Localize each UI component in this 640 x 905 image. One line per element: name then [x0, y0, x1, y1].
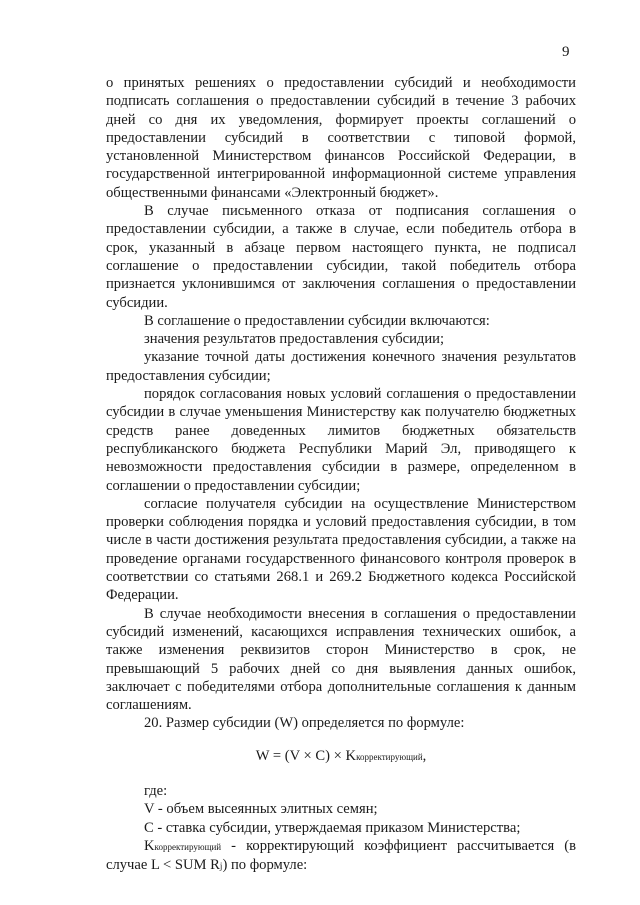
paragraph: В соглашение о предоставлении субсидии включаются:: [144, 312, 490, 329]
paragraph: о принятых решениях о предоставлении субсидий и необходимости подписать соглашения о предоставлении субсидий в течение 3 рабочих дней со дня их уведомления, формирует проекты соглашений о предоставлении субсидий в соответствии с типовой формой, установленной Министерством финансов Российской Федерации, в государственной интегрированной информационной системе управления общественными финансами «Электронный бюджет».: [106, 75, 576, 201]
k-definition-text: - корректирующий коэффициент рассчитывается (в случае L < SUM R: [106, 837, 576, 874]
formula-subscript: корректирующий: [356, 751, 423, 762]
formula-main: W = (V × C) × K: [255, 747, 357, 764]
document-body: [106, 74, 576, 875]
k-definition: [106, 837, 576, 876]
paragraph: В случае необходимости внесения в соглашения о предоставлении субсидий изменений, касающихся исправления технических ошибок, а также изменения реквизитов сторон Министерство в срок, не превышающий 5 рабочих дней со дня выявления данных ошибок, заключает с победителями отбора дополнительные соглашения к данным соглашениям.: [106, 605, 576, 714]
paragraph: 20. Размер субсидии (W) определяется по формуле:: [144, 715, 465, 732]
paragraph: порядок согласования новых условий соглашения о предоставлении субсидии в случае уменьшения Министерству как получателю бюджетных средств ранее доведенных лимитов бюджетных обязательств республиканского бюджета Республики Марий Эл, приводящего к невозможности предоставления субсидии в размере, определенном в соглашении о предоставлении субсидии;: [106, 386, 576, 494]
j-subscript: j: [219, 861, 223, 872]
formula: [106, 747, 576, 766]
page-number: 9: [562, 44, 570, 60]
k-letter: K: [144, 837, 155, 854]
v-definition: V - объем высеянных элитных семян;: [144, 801, 378, 818]
formula-trail: ,: [422, 747, 427, 764]
paragraph: значения результатов предоставления субсидии;: [144, 331, 445, 348]
paragraph: В случае письменного отказа от подписания соглашения о предоставлении субсидии, а также в случае, если победитель отбора в срок, указанный в абзаце первом настоящего пункта, не подписал соглашение о предоставлении субсидии, такой победитель отбора признается уклонившимся от заключения соглашения о предоставлении субсидии.: [106, 203, 576, 311]
paragraph: согласие получателя субсидии на осуществление Министерством проверки соблюдения порядка и условий предоставления субсидии, в том числе в части достижения результата предоставления субсидии, а также на проведение органами государственного финансового контроля проверок в соответствии со статьями 268.1 и 269.2 Бюджетного кодекса Российской Федерации.: [106, 495, 576, 604]
paragraph: указание точной даты достижения конечного значения результатов предоставления субсидии;: [106, 349, 576, 384]
c-definition: C - ставка субсидии, утверждаемая приказом Министерства;: [144, 819, 521, 836]
k-subscript: корректирующий: [154, 841, 222, 852]
k-definition-end: ) по формуле:: [222, 857, 308, 874]
where-label: где:: [144, 782, 168, 799]
